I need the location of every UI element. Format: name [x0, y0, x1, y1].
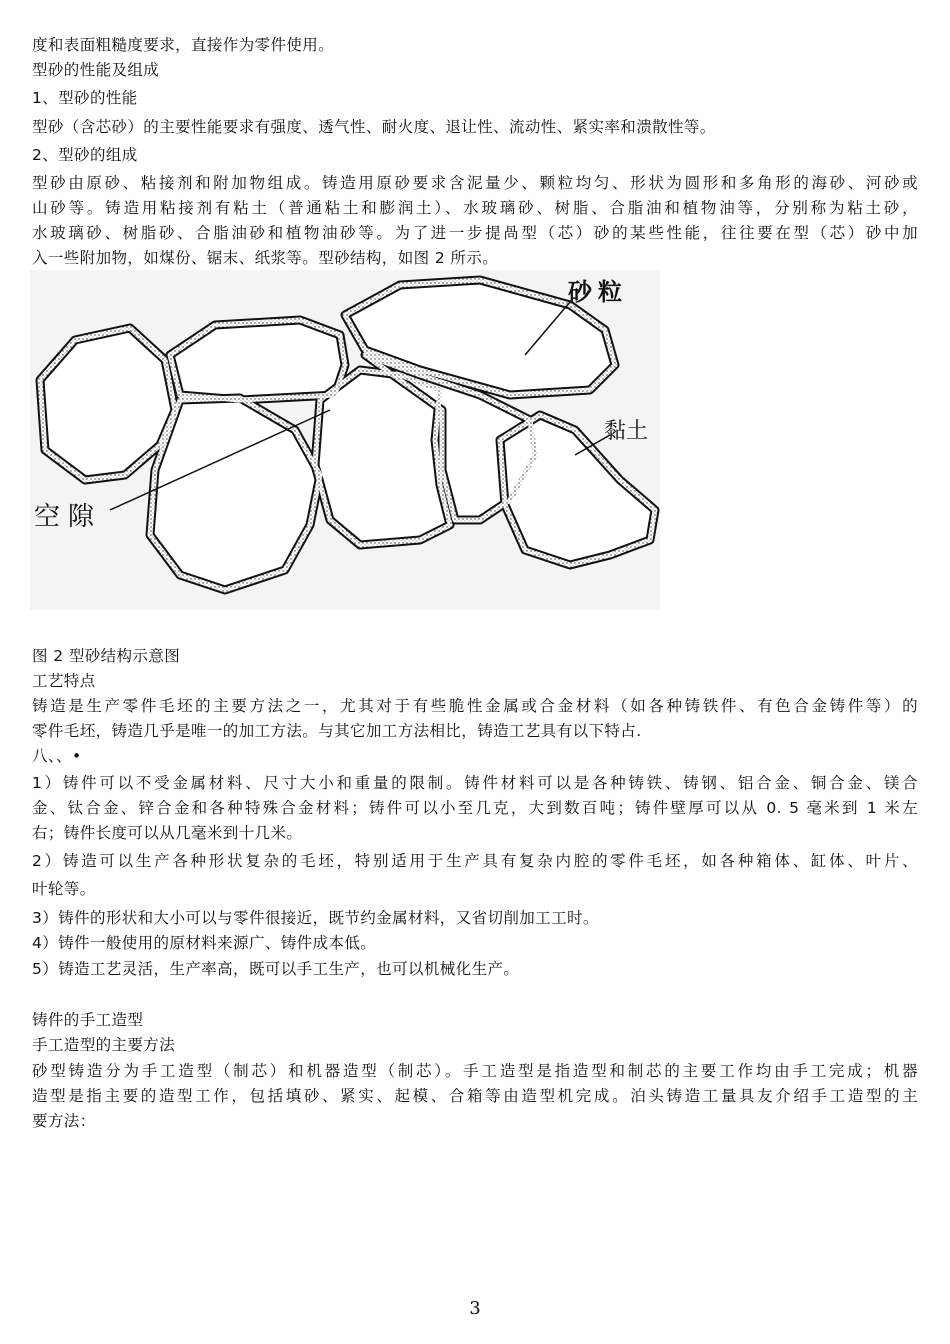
text-line: 要方法： — [32, 1112, 96, 1130]
section-heading: 铸件的手工造型 — [32, 1011, 144, 1029]
page-number: 3 — [469, 1298, 481, 1319]
label-sand-grain: 砂粒 — [568, 278, 628, 306]
section-heading: 型砂的性能及组成 — [32, 61, 160, 79]
list-item-continuation: 叶轮等。 — [32, 880, 96, 898]
list-item: 3）铸件的形状和大小可以与零件很接近，既节约金属材料，又省切削加工工时。 — [32, 909, 599, 927]
text-line: 八、、• — [32, 747, 82, 765]
text-line: 度和表面粗糙度要求，直接作为零件使用。 — [32, 36, 335, 54]
text-line: 砂型铸造分为手工造型（制芯）和机器造型（制芯）。手工造型是指造型和制芯的主要工作均由手工完成；机器 — [32, 1062, 918, 1080]
text-line: 型砂（含芯砂）的主要性能要求有强度、透气性、耐火度、退让性、流动性、紧实率和溃散性等。 — [32, 118, 716, 136]
label-void: 空隙 — [34, 502, 103, 532]
text-line: 铸造是生产零件毛坯的主要方法之一，尤其对于有些脆性金属或合金材料（如各种铸铁件、有色合金铸件等）的 — [32, 697, 918, 715]
subsection-heading: 1、型砂的性能 — [32, 89, 138, 107]
list-item: 4）铸件一般使用的原材料来源广、铸件成本低。 — [32, 934, 377, 952]
sand-structure-figure — [30, 270, 660, 610]
text-line: 水玻璃砂、树脂砂、合脂油砂和植物油砂等。为了进一步提咼型（芯）砂的某些性能，往往要在型（芯）砂中加 — [32, 224, 918, 242]
text-line: 山砂等。铸造用粘接剂有粘土（普通粘土和膨润土）、水玻璃砂、树脂、合脂油和植物油等，分别称为粘土砂， — [32, 199, 918, 217]
list-item-continuation: 右；铸件长度可以从几毫米到十几米。 — [32, 824, 303, 842]
subsection-heading: 2、型砂的组成 — [32, 146, 138, 164]
section-heading: 工艺特点 — [32, 672, 96, 690]
label-clay: 黏土 — [604, 419, 649, 444]
text-line: 造型是指主要的造型工作，包括填砂、紧实、起模、合箱等由造型机完成。泊头铸造工量具友介绍手工造型的主 — [32, 1087, 918, 1105]
sand-structure-diagram — [30, 270, 660, 610]
text-line: 型砂由原砂、粘接剂和附加物组成。铸造用原砂要求含泥量少、颗粒均匀、形状为圆形和多角形的海砂、河砂或 — [32, 174, 918, 192]
subsection-heading: 手工造型的主要方法 — [32, 1036, 176, 1054]
list-item-continuation: 金、钛合金、锌合金和各种特殊合金材料；铸件可以小至几克，大到数百吨；铸件壁厚可以从 0. 5 毫米到 1 米左 — [32, 799, 918, 817]
list-item: 1）铸件可以不受金属材料、尺寸大小和重量的限制。铸件材料可以是各种铸铁、铸钢、铝合金、铜合金、镁合 — [32, 774, 918, 792]
list-item: 5）铸造工艺灵活，生产率高，既可以手工生产，也可以机械化生产。 — [32, 960, 520, 978]
text-line: 入一些附加物，如煤份、锯末、纸浆等。型砂结构，如图 2 所示。 — [32, 249, 499, 267]
text-line: 零件毛坯，铸造几乎是唯一的加工方法。与其它加工方法相比，铸造工艺具有以下特占. — [32, 722, 642, 740]
list-item: 2）铸造可以生产各种形状复杂的毛坯，特别适用于生产具有复杂内腔的零件毛坯，如各种箱体、缸体、叶片、 — [32, 852, 918, 870]
figure-caption: 图 2 型砂结构示意图 — [32, 647, 181, 665]
